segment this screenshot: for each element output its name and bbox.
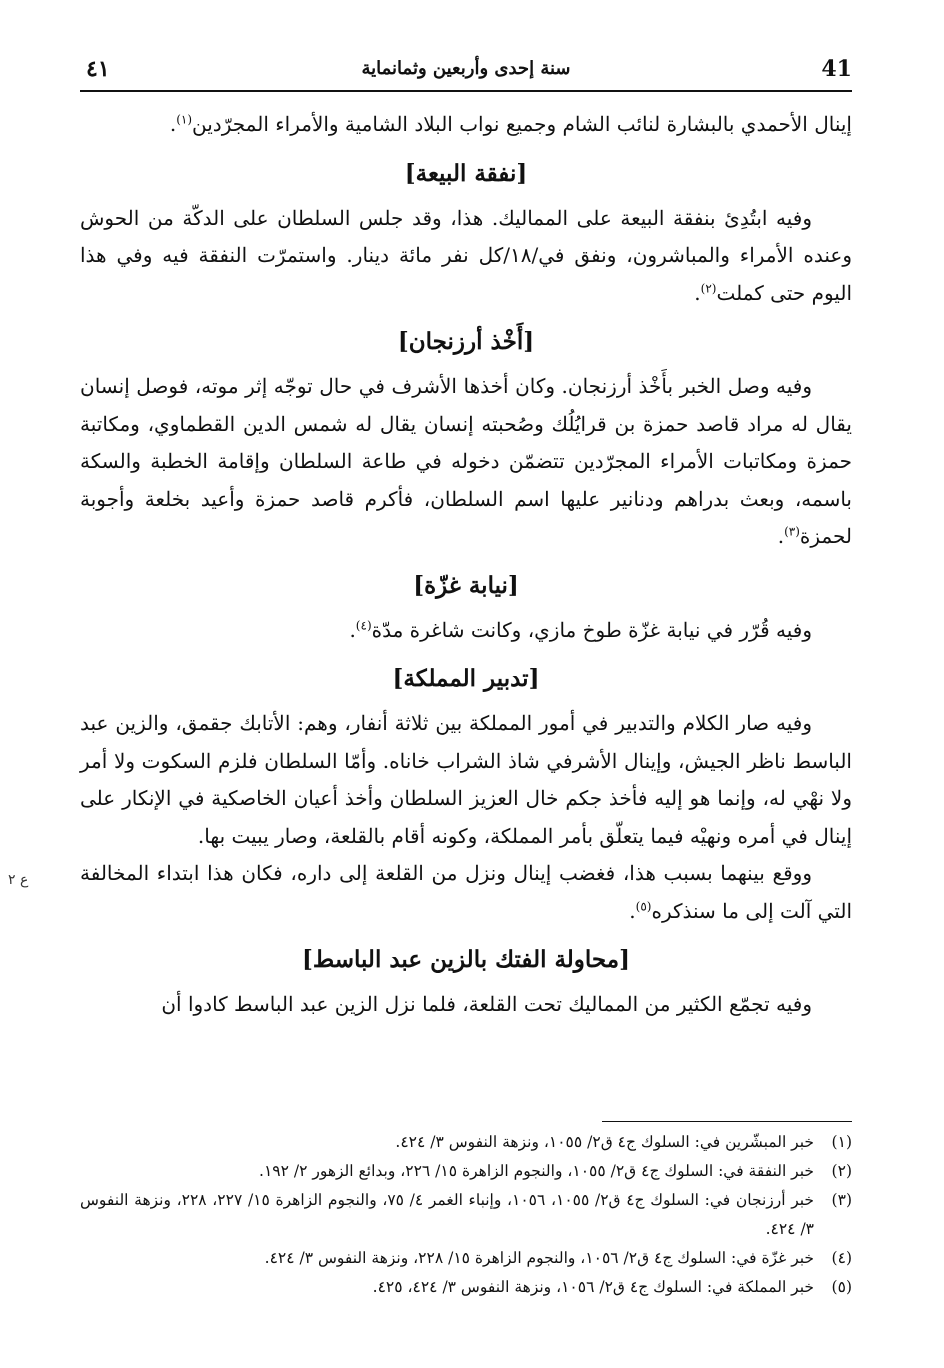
footnote <box>80 1244 852 1273</box>
section-heading: [محاولة الفتك بالزين عبد الباسط] <box>302 946 630 973</box>
footnote-ref: (٣) <box>784 524 800 539</box>
paragraph-text: وفيه ابتُدِئ بنفقة البيعة على المماليك. هذا، وقد جلس السلطان على الدكّة من الحوش وعنده الأمراء والمباشرون، ونفق في/١٨/كل نفر مائة دينار. واستمرّت النفقة فيه وفي هذا اليوم حتى كملت <box>80 205 852 305</box>
section-heading: [نيابة غزّة] <box>413 571 519 599</box>
footnote-ref: (٢) <box>700 280 717 295</box>
footnote-ref: (٤) <box>355 617 372 632</box>
section-heading: [أَخْذ أرزنجان] <box>397 328 535 355</box>
paragraph-text: وفيه تجمّع الكثير من المماليك تحت القلعة، فلما نزل الزين عبد الباسط كادوا أن <box>161 992 812 1016</box>
section-heading: [تدبير المملكة] <box>392 665 540 692</box>
footnotes <box>80 1128 852 1302</box>
footnote-ref: (٥) <box>635 898 652 913</box>
paragraph-tail: . <box>777 524 785 548</box>
paragraph-text: وفيه وصل الخبر بأَخْذ أرزنجان. وكان أخذها الأشرف في حال توجّه إثر موته، فوصل إنسان يقال له مراد قاصد حمزة بن قرايُلُك وصُحبته إنسان يقال له شمس الدين القطماوي، ومكاتبة حمزة ومكاتبات الأمراء المجرّدين تتضمّن دخوله في طاعة السلطان وإقامة الخطبة والسكة باسمه، وبعث بدراهم ودنانير عليها اسم السلطان، فأكرم قاصد حمزة وأعيد بخلعة وأجوبة لحمزة <box>80 374 852 548</box>
paragraph-text: ووقع بينهما بسبب هذا، فغضب إينال ونزل من القلعة إلى داره، فكان هذا ابتداء المخالفة التي آلت إلى ما سنذكره <box>80 861 852 923</box>
footnote-ref: (١) <box>176 112 193 127</box>
paragraph-text: إينال الأحمدي بالبشارة لنائب الشام وجميع نواب البلاد الشامية والأمراء المجرّدين <box>192 112 852 136</box>
footnote-text: خبر غزّة في: السلوك ج٤ ق٢/ ١٠٥٦، والنجوم الزاهرة ١٥/ ٢٢٨، ونزهة النفوس ٣/ ٤٢٤. <box>264 1249 814 1267</box>
paragraph-text: وفيه صار الكلام والتدبير في أمور المملكة بين ثلاثة أنفار، وهم: الأتابك جقمق، والزين عبد الباسط ناظر الجيش، وإينال الأشرفي شاذ الشراب خاناه. وأمّا السلطان فلزم السكوت ولا أمر ولا نهْي له، وإنما هو إليه فأخذ جكم خال العزيز السلطان وأخذ أعيان الخاصكية في الإنكار على إينال في أمره ونهيْه فيما يتعلّق بأمر المملكة، وكونه أقام بالقلعة، وصار يبيت بها. <box>80 711 852 848</box>
main-text <box>80 106 852 1024</box>
footnote <box>80 1128 852 1157</box>
paragraph <box>80 612 852 650</box>
paragraph-tail: . <box>349 617 356 642</box>
paragraph <box>80 986 852 1024</box>
footnote <box>80 1157 852 1186</box>
paragraph-tail: . <box>169 112 177 136</box>
paragraph <box>80 200 852 313</box>
running-title: سنة إحدى وأربعين وثمانماية <box>361 58 571 79</box>
page-number-arabic: ٤١ <box>86 56 110 82</box>
footnote-number: (١) <box>831 1133 852 1151</box>
margin-note: ع ٢ <box>8 872 29 888</box>
paragraph-tail: . <box>694 280 701 305</box>
footnote-text: خبر النفقة في: السلوك ج٤ ق٢/ ١٠٥٥، والنجوم الزاهرة ١٥/ ٢٢٦، وبدائع الزهور ٢/ ١٩٢. <box>259 1162 814 1180</box>
footnote-number: (٣) <box>831 1191 852 1209</box>
header-rule <box>80 90 852 92</box>
footnote <box>80 1186 852 1244</box>
paragraph-tail: . <box>629 898 636 923</box>
paragraph <box>80 855 852 930</box>
paragraph <box>80 106 852 144</box>
footnote-number: (٤) <box>831 1249 852 1267</box>
page-number-latin: 41 <box>821 56 852 82</box>
section-heading: [نفقة البيعة] <box>404 159 528 187</box>
page-header <box>80 52 852 92</box>
footnote-text: خبر المبشّرين في: السلوك ج٤ ق٢/ ١٠٥٥، ونزهة النفوس ٣/ ٤٢٤. <box>395 1133 814 1151</box>
footnote-rule <box>602 1121 852 1122</box>
footnote-number: (٥) <box>831 1278 852 1296</box>
paragraph-text: وفيه قُرّر في نيابة غزّة طوخ مازي، وكانت شاغرة مدّة <box>371 617 812 642</box>
footnote-text: خبر المملكة في: السلوك ج٤ ق٢/ ١٠٥٦، ونزهة النفوس ٣/ ٤٢٤، ٤٢٥. <box>372 1278 814 1296</box>
paragraph <box>80 368 852 556</box>
footnote <box>80 1273 852 1302</box>
footnote-text: خبر أرزنجان في: السلوك ج٤ ق٢/ ١٠٥٥، ١٠٥٦، وإنباء الغمر ٤/ ٧٥، والنجوم الزاهرة ١٥/ ٢٢٧، ٢٢٨، ونزهة النفوس ٣/ ٤٢٤. <box>80 1191 815 1238</box>
paragraph <box>80 705 852 855</box>
footnote-number: (٢) <box>831 1162 852 1180</box>
